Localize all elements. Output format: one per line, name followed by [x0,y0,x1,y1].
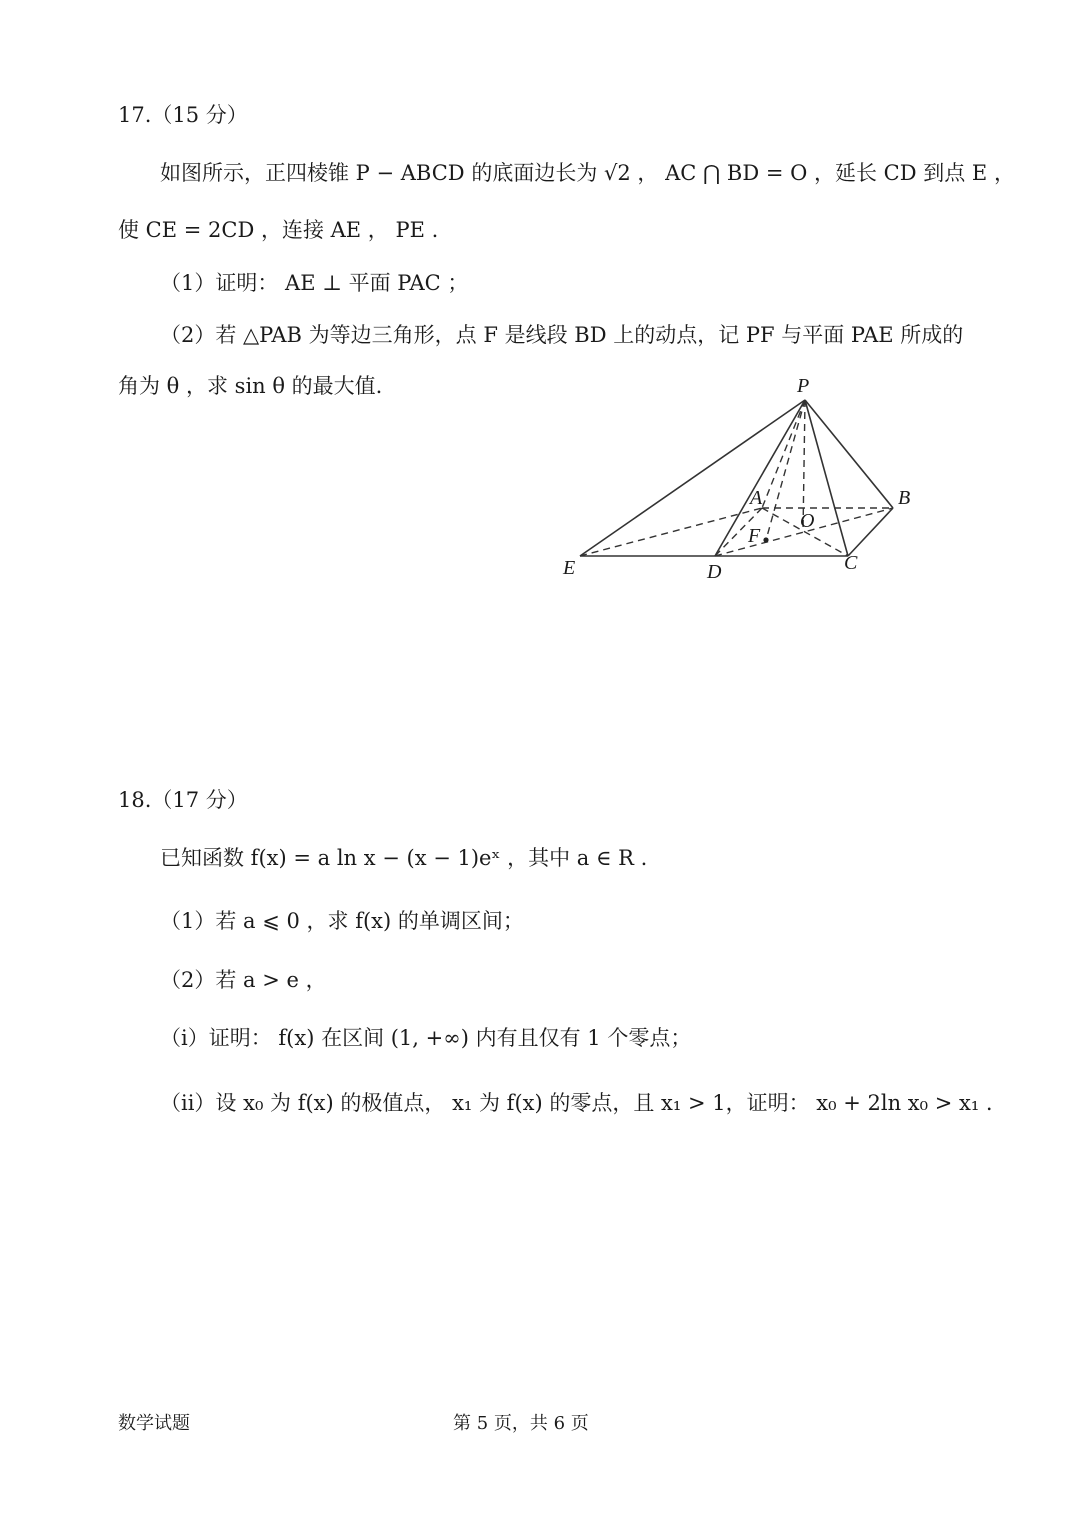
q17-stem-line2: 使 CE = 2CD ，连接 AE ， PE . [118,218,439,242]
q17-stem-line1: 如图所示，正四棱锥 P − ABCD 的底面边长为 √2 ， AC ⋂ BD = O ，延长 CD 到点 E ， [160,161,1015,185]
q17-header: 17.（15 分） [118,103,248,127]
footer-subject: 数学试题 [118,1413,190,1434]
label-P: P [797,375,810,397]
label-O: O [800,510,815,532]
q18-stem: 已知函数 f(x) = a ln x − (x − 1)eˣ ，其中 a ∈ R . [160,846,648,870]
label-B: B [898,487,911,509]
q18-part2: （2）若 a > e ， [160,968,327,992]
label-F: F [748,525,761,547]
footer-page-number: 第 5 页，共 6 页 [453,1413,589,1434]
q18-header: 18.（17 分） [118,788,248,812]
q18-part2-ii: （ii）设 x₀ 为 f(x) 的极值点， x₁ 为 f(x) 的零点，且 x₁ > 1，证明： x₀ + 2ln x₀ > x₁ . [160,1091,993,1115]
q18-part2-i: （i）证明： f(x) 在区间 (1, +∞) 内有且仅有 1 个零点； [160,1026,692,1050]
label-D: D [707,561,722,583]
q18-part1: （1）若 a ⩽ 0 ，求 f(x) 的单调区间； [160,909,524,933]
q17-part1: （1）证明： AE ⊥ 平面 PAC ； [160,271,469,295]
q17-part2-line1: （2）若 △PAB 为等边三角形，点 F 是线段 BD 上的动点，记 PF 与平面 PAE 所成的 [160,323,964,347]
q17-part2-line2: 角为 θ ，求 sin θ 的最大值. [118,374,383,398]
label-A: A [750,487,763,509]
label-E: E [563,557,576,579]
label-C: C [844,552,858,574]
